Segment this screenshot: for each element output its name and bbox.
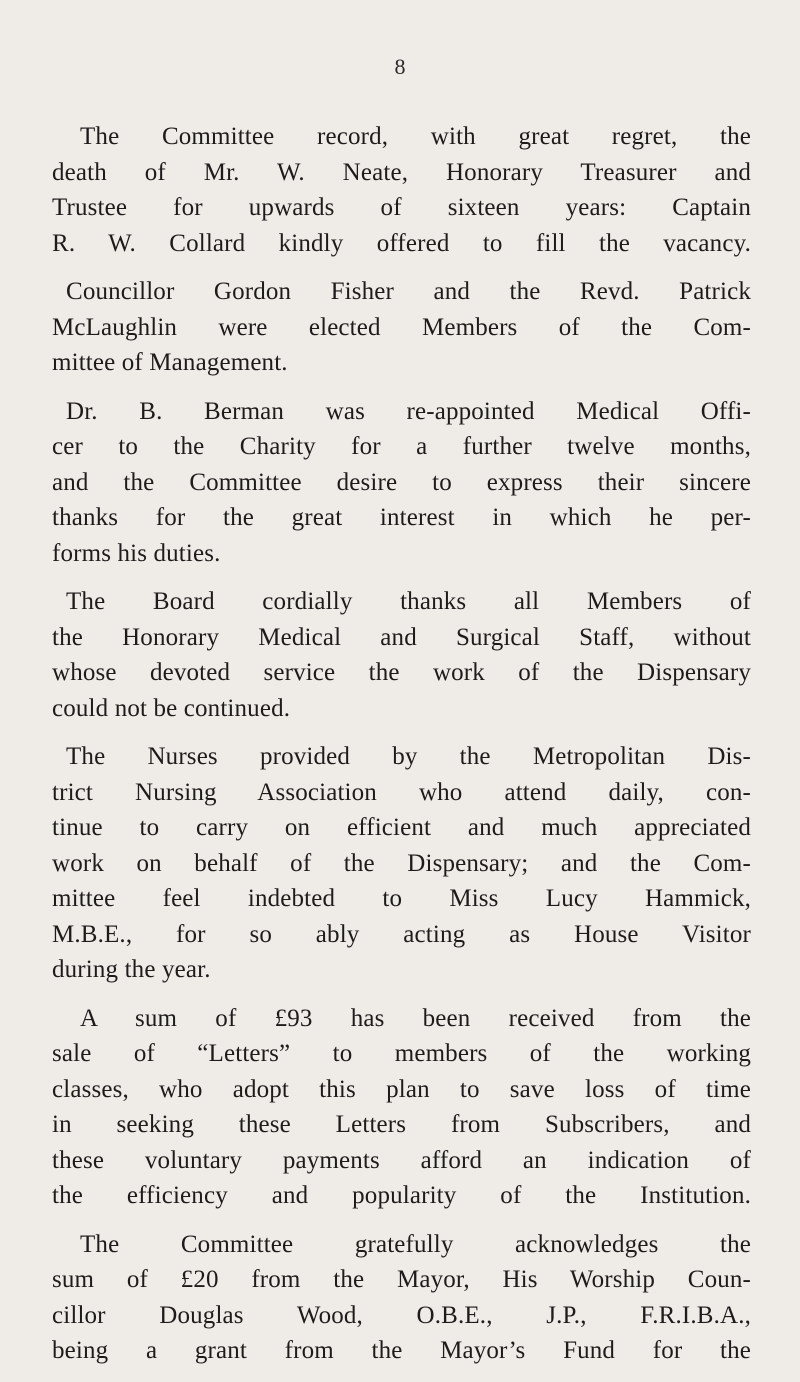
text-line: Dr. B. Berman was re-appointed Medical Offi- (66, 397, 751, 425)
paragraph-new-members (52, 274, 751, 381)
text-line: in seeking these Letters from Subscribers, and (52, 1111, 751, 1138)
text-line: McLaughlin were elected Members of the Com- (52, 313, 751, 341)
text-line: The Committee gratefully acknowledges the (80, 1230, 751, 1258)
paragraph-board-thanks (52, 584, 751, 726)
text-line: The Board cordially thanks all Members of (66, 588, 751, 615)
text-line: trict Nursing Association who attend daily, con- (52, 778, 751, 806)
text-line: classes, who adopt this plan to save loss of time (52, 1075, 751, 1103)
text-line: the efficiency and popularity of the Institution. (52, 1182, 751, 1209)
paragraph-treasurer-death (52, 119, 751, 261)
text-line: death of Mr. W. Neate, Honorary Treasurer and (52, 158, 751, 186)
text-line: forms his duties. (52, 539, 221, 567)
paragraph-nurses (52, 739, 751, 988)
paragraph-medical-officer (52, 394, 751, 572)
text-line: could not be continued. (52, 694, 291, 722)
text-line: work on behalf of the Dispensary; and the Com- (52, 849, 751, 877)
text-line: M.B.E., for so ably acting as House Visitor (52, 920, 751, 948)
text-line: whose devoted service the work of the Dispensary (52, 659, 751, 686)
text-line: these voluntary payments afford an indication of (52, 1146, 751, 1174)
text-line: A sum of £93 has been received from the (80, 1004, 751, 1032)
text-line: sum of £20 from the Mayor, His Worship Coun- (52, 1266, 751, 1293)
paragraph-mayor-grant (52, 1227, 751, 1369)
text-line: being a grant from the Mayor’s Fund for the (52, 1337, 751, 1364)
text-line: tinue to carry on efficient and much appreciated (52, 814, 751, 841)
text-line: cer to the Charity for a further twelve months, (52, 433, 751, 460)
text-line: thanks for the great interest in which he per- (52, 504, 751, 531)
text-line: mittee of Management. (52, 349, 288, 376)
text-line: sale of “Letters” to members of the working (52, 1040, 751, 1067)
body-text (52, 119, 751, 1382)
text-line: R. W. Collard kindly offered to fill the vacancy. (52, 229, 751, 257)
text-line: and the Committee desire to express their sincere (52, 468, 751, 496)
page-number: 8 (394, 54, 406, 79)
text-line: The Nurses provided by the Metropolitan Dis- (66, 743, 751, 770)
text-line: during the year. (52, 956, 211, 983)
text-line: Councillor Gordon Fisher and the Revd. Patrick (66, 278, 751, 305)
text-line: the Honorary Medical and Surgical Staff, without (52, 623, 751, 651)
text-line: mittee feel indebted to Miss Lucy Hammick, (52, 885, 751, 912)
text-line: Trustee for upwards of sixteen years: Captain (52, 194, 751, 221)
paragraph-letters-sale (52, 1001, 751, 1214)
text-line: cillor Douglas Wood, O.B.E., J.P., F.R.I.B.A., (52, 1301, 751, 1329)
text-line: The Committee record, with great regret, the (80, 123, 751, 150)
